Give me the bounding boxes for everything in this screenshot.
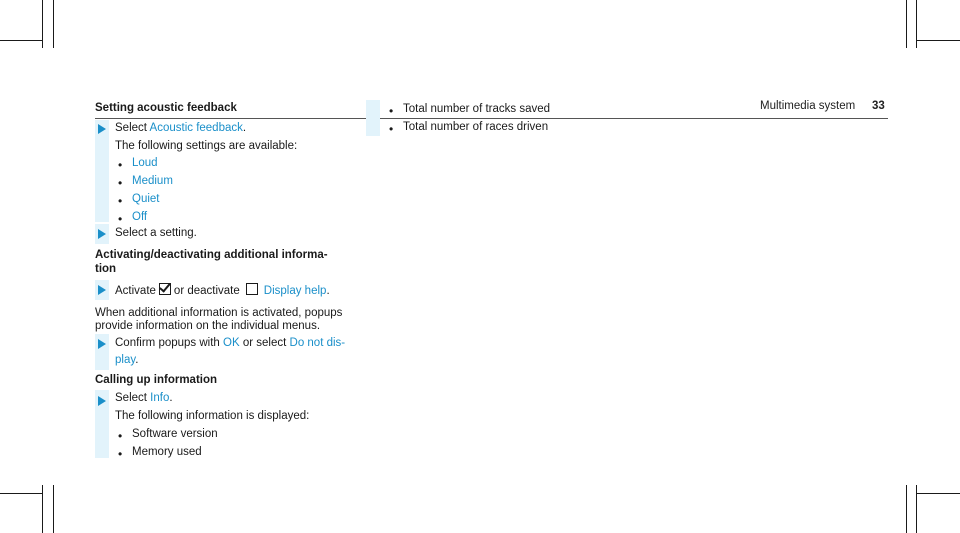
option-medium[interactable]: Medium bbox=[132, 175, 173, 187]
step-bar bbox=[95, 120, 109, 222]
step-arrow-icon bbox=[98, 124, 106, 134]
step-select-info: Select Info. bbox=[115, 392, 173, 404]
list-item-software-version: Software version bbox=[132, 428, 218, 440]
step-arrow-icon bbox=[98, 229, 106, 239]
settings-intro: The following settings are available: bbox=[115, 140, 298, 152]
step-arrow-icon bbox=[98, 339, 106, 349]
info-link[interactable]: Info bbox=[150, 392, 170, 404]
do-not-display-link-cont[interactable]: play bbox=[115, 354, 136, 366]
heading-additional-info-cont: tion bbox=[95, 263, 117, 275]
list-item-tracks-saved: Total number of tracks saved bbox=[403, 103, 551, 115]
step-confirm-popups-cont: play. bbox=[115, 354, 139, 366]
acoustic-feedback-link[interactable]: Acoustic feedback bbox=[149, 122, 243, 134]
info-paragraph-line2: provide information on the individual menus. bbox=[95, 320, 321, 332]
step-select-acoustic: Select Acoustic feedback. bbox=[115, 122, 247, 134]
display-help-link[interactable]: Display help bbox=[263, 285, 327, 297]
step-arrow-icon bbox=[98, 396, 106, 406]
step-arrow-icon bbox=[98, 285, 106, 295]
heading-acoustic-feedback: Setting acoustic feedback bbox=[95, 102, 237, 114]
do-not-display-link[interactable]: Do not dis- bbox=[289, 337, 346, 349]
heading-calling-up-info: Calling up information bbox=[95, 374, 218, 386]
bullet: • bbox=[118, 176, 123, 190]
bullet: • bbox=[118, 194, 123, 208]
checkbox-unchecked-icon bbox=[246, 283, 258, 295]
bullet: • bbox=[118, 158, 123, 172]
info-paragraph-line1: When additional information is activated, popups bbox=[95, 307, 343, 319]
header-rule bbox=[95, 118, 888, 119]
list-item-races-driven: Total number of races driven bbox=[403, 121, 549, 133]
step-activate-display-help: Activate or deactivate Display help. bbox=[115, 285, 330, 297]
bullet: • bbox=[389, 122, 394, 136]
bullet: • bbox=[118, 212, 123, 226]
step-confirm-popups: Confirm popups with OK or select Do not dis- bbox=[115, 337, 346, 349]
list-item-memory-used: Memory used bbox=[132, 446, 202, 458]
option-off[interactable]: Off bbox=[132, 211, 148, 223]
page-number: 33 bbox=[872, 100, 885, 112]
bullet: • bbox=[118, 429, 123, 443]
info-intro: The following information is displayed: bbox=[115, 410, 310, 422]
heading-additional-info: Activating/deactivating additional informa- bbox=[95, 249, 328, 261]
bullet: • bbox=[389, 104, 394, 118]
option-quiet[interactable]: Quiet bbox=[132, 193, 160, 205]
section-title: Multimedia system bbox=[760, 100, 856, 112]
option-loud[interactable]: Loud bbox=[132, 157, 158, 169]
ok-link[interactable]: OK bbox=[223, 337, 240, 349]
bullet: • bbox=[118, 447, 123, 461]
checkbox-checked-icon bbox=[159, 283, 171, 295]
step-bar bbox=[366, 100, 380, 136]
step-select-setting: Select a setting. bbox=[115, 227, 197, 239]
